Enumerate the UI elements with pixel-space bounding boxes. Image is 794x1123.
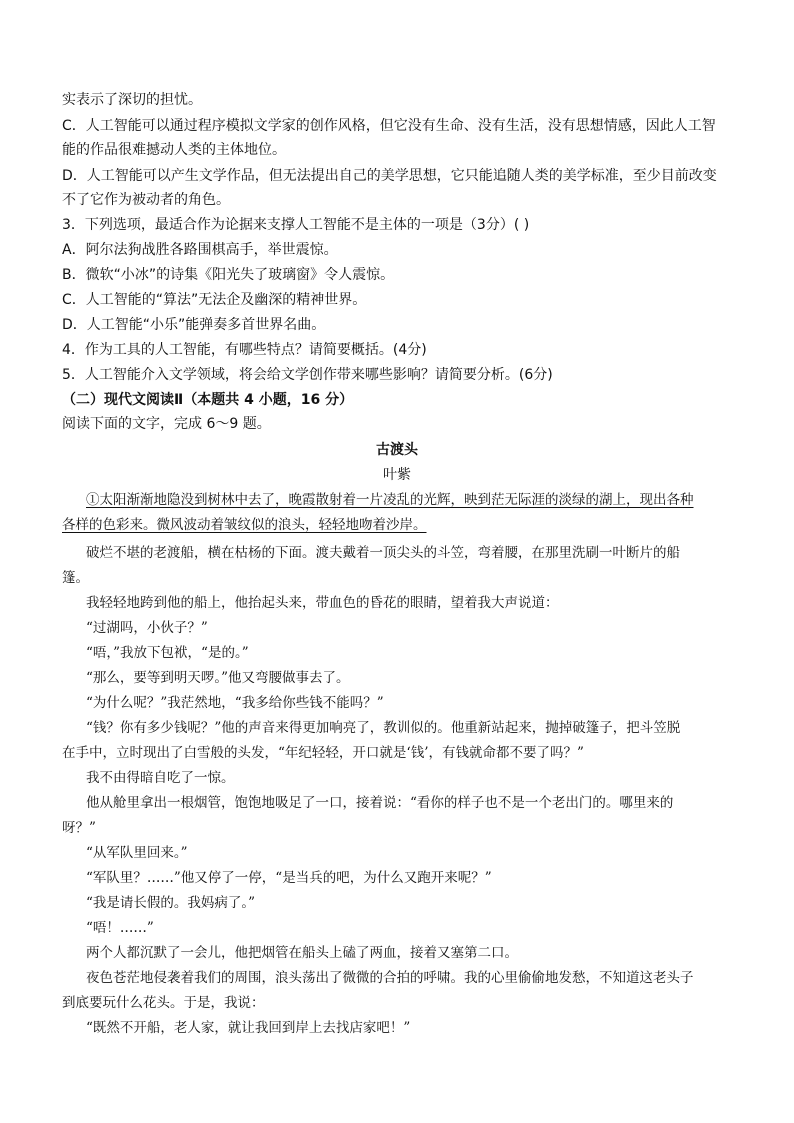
question-3: 3．下列选项，最适合作为论据来支撑人工智能不是主体的一项是（3分）( ) (62, 217, 530, 233)
question-5: 5．人工智能介入文学领域，将会给文学创作带来哪些影响？请简要分析。(6分) (62, 367, 553, 383)
q2-option-c-line1: C．人工智能可以通过程序模拟文学家的创作风格，但它没有生命、没有生活，没有思想情感，因此人工智 (62, 118, 716, 134)
story-line: 呀？” (62, 820, 96, 836)
q3-option-b: B．微软“小冰”的诗集《阳光失了玻璃窗》令人震惊。 (62, 267, 395, 283)
story-line: ①太阳渐渐地隐没到树林中去了，晚霞散射着一片凌乱的光辉，映到茫无际涯的淡绿的湖上，现出各种 (86, 492, 694, 508)
story-line: “唔，”我放下包袱，“是的。” (86, 645, 249, 661)
story-title: 古渡头 (376, 442, 418, 458)
story-line: “钱？你有多少钱呢？”他的声音来得更加响亮了，教训似的。他重新站起来，抛掉破篷子，把斗笠脱 (86, 720, 681, 736)
section-heading: （二）现代文阅读Ⅱ（本题共 4 小题，16 分） (62, 392, 354, 408)
q2-option-c-line2: 能的作品很难撼动人类的主体地位。 (62, 142, 286, 158)
q2-option-d-line2: 不了它作为被动者的角色。 (62, 192, 230, 208)
q2-option-d-line1: D．人工智能可以产生文学作品，但无法提出自己的美学思想，它只能追随人类的美学标准，至少目前改变 (62, 168, 717, 184)
story-line: “军队里？……”他又停了一停，“是当兵的吧，为什么又跑开来呢？” (86, 870, 492, 886)
story-line: “那么，要等到明天啰。”他又弯腰做事去了。 (86, 670, 350, 686)
story-line: “既然不开船，老人家，就让我回到岸上去找店家吧！” (86, 1020, 411, 1036)
story-line: 破烂不堪的老渡船，横在枯杨的下面。渡夫戴着一顶尖头的斗笠，弯着腰，在那里洗刷一叶断片的船 (86, 545, 680, 561)
story-line: 到底要玩什么花头。于是，我说： (62, 995, 265, 1011)
story-author: 叶紫 (383, 467, 411, 483)
story-line: “从军队里回来。” (86, 845, 188, 861)
story-line: “过湖吗，小伙子？” (86, 620, 208, 636)
story-line: 各样的色彩来。微风波动着皱纹似的浪头，轻轻地吻着沙岸。 (62, 517, 427, 533)
q3-option-a: A．阿尔法狗战胜各路围棋高手，举世震惊。 (62, 242, 338, 258)
story-line: 他从舱里拿出一根烟管，饱饱地吸足了一口，接着说：“看你的样子也不是一个老出门的。哪里来的 (86, 795, 674, 811)
story-line: 我轻轻地跨到他的船上，他抬起头来，带血色的昏花的眼睛，望着我大声说道： (86, 595, 559, 611)
story-line: “我是请长假的。我妈病了。” (86, 895, 256, 911)
q3-option-d: D．人工智能“小乐”能弹奏多首世界名曲。 (62, 317, 326, 333)
story-line: 在手中，立时现出了白雪般的头发，“年纪轻轻，开口就是‘钱’，有钱就命都不要了吗？” (62, 745, 584, 761)
reading-instruction: 阅读下面的文字，完成 6～9 题。 (62, 416, 271, 432)
q3-option-c: C．人工智能的“算法”无法企及幽深的精神世界。 (62, 292, 367, 308)
story-line: 我不由得暗自吃了一惊。 (86, 770, 235, 786)
q2-tail: 实表示了深切的担忧。 (62, 92, 202, 108)
story-line: “为什么呢？”我茫然地，“我多给你些钱不能吗？” (86, 695, 384, 711)
story-line: “唔！……” (86, 920, 154, 936)
story-line: 篷。 (62, 570, 89, 586)
story-line: 夜色苍茫地侵袭着我们的周围，浪头荡出了微微的合拍的呼啸。我的心里偷偷地发愁，不知道这老头子 (86, 970, 694, 986)
question-4: 4．作为工具的人工智能，有哪些特点？请简要概括。(4分) (62, 342, 427, 358)
story-line: 两个人都沉默了一会儿，他把烟管在船头上磕了两血，接着又塞第二口。 (86, 945, 518, 961)
